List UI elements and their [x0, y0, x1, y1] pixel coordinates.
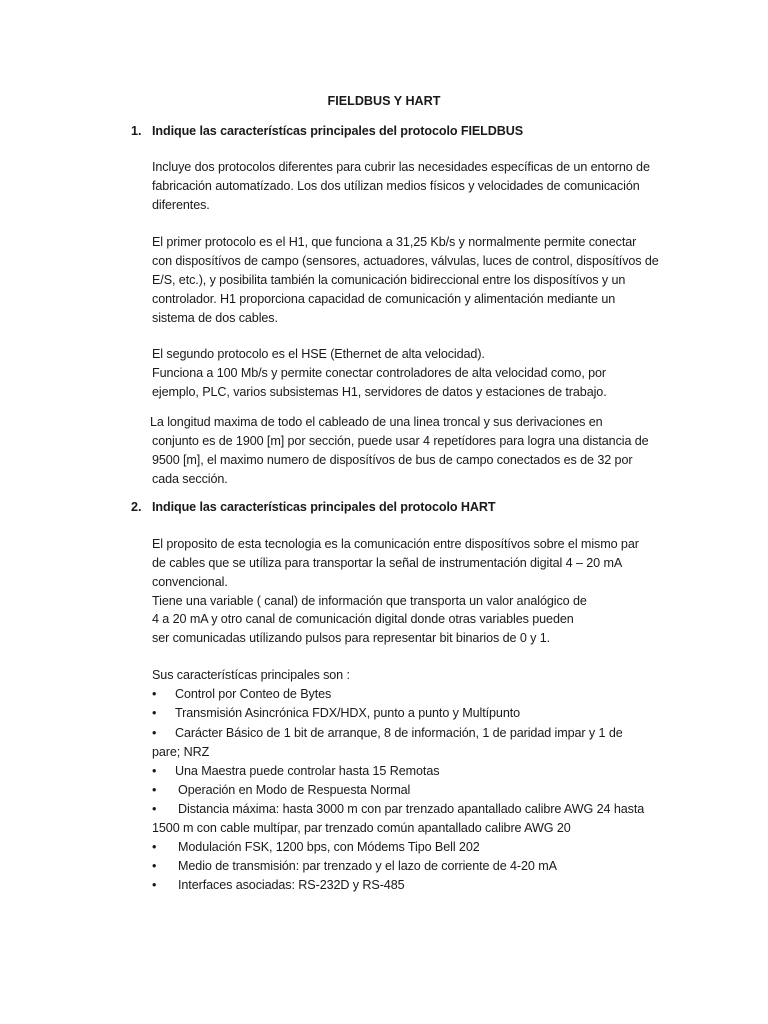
list-item: Medio de transmisión: par trenzado y el lazo de corriente de 4-20 mA [178, 859, 557, 873]
list-item: Distancia máxima: hasta 3000 m con par trenzado apantallado calibre AWG 24 hasta [178, 802, 645, 816]
q1-paragraph-1-line: fabricación automatízado. Los dos utílizan medios físicos y velocidades de comunicación [152, 179, 640, 193]
list-item: Transmisión Asincrónica FDX/HDX, punto a punto y Multípunto [175, 706, 521, 720]
q1-paragraph-2-line: sistema de dos cables. [152, 311, 278, 325]
bullet-icon: • [152, 706, 157, 720]
bullet-icon: • [152, 840, 157, 854]
bullet-icon: • [152, 859, 157, 873]
list-item-continuation: pare; NRZ [152, 745, 210, 759]
list-item: Interfaces asociadas: RS-232D y RS-485 [178, 878, 405, 892]
bullet-icon: • [152, 802, 157, 816]
q1-paragraph-2-line: El primer protocolo es el H1, que funciona a 31,25 Kb/s y normalmente permite conectar [152, 235, 637, 249]
q1-paragraph-2-line: controlador. H1 proporciona capacidad de comunicación y alimentación mediante un [152, 292, 616, 306]
bullet-icon: • [152, 783, 157, 797]
list-item: Carácter Básico de 1 bit de arranque, 8 de información, 1 de paridad impar y 1 de [175, 726, 623, 740]
list-item-continuation: 1500 m con cable multípar, par trenzado común apantallado calibre AWG 20 [152, 821, 571, 835]
list-item: Modulación FSK, 1200 bps, con Módems Tipo Bell 202 [178, 840, 480, 854]
list-item: Operación en Modo de Respuesta Normal [178, 783, 411, 797]
list-item: Una Maestra puede controlar hasta 15 Remotas [175, 764, 440, 778]
q2-paragraph-1-line: 4 a 20 mA y otro canal de comunicación digital donde otras variables pueden [152, 612, 574, 626]
question-1-heading: Indique las característícas principales del protocolo FIELDBUS [152, 124, 524, 138]
q2-paragraph-1-line: ser comunicadas utílizando pulsos para representar bit binarios de 0 y 1. [152, 631, 551, 645]
q1-paragraph-4-line: cada sección. [152, 472, 228, 486]
q1-paragraph-4-line: La longitud maxima de todo el cableado de una linea troncal y sus derivaciones en [150, 415, 603, 429]
list-item: Control por Conteo de Bytes [175, 687, 332, 701]
q1-paragraph-4-line: 9500 [m], el maximo numero de disposítívos de bus de campo conectados es de 32 por [152, 453, 633, 467]
q2-paragraph-1-line: El proposito de esta tecnologia es la comunicación entre disposítívos sobre el mismo par [152, 537, 639, 551]
q2-paragraph-1-line: Tiene una variable ( canal) de información que transporta un valor analógico de [152, 594, 587, 608]
bullet-icon: • [152, 764, 157, 778]
bullet-icon: • [152, 687, 157, 701]
question-2-heading: Indique las características principales del protocolo HART [152, 500, 496, 514]
q2-paragraph-1-line: de cables que se utíliza para transportar la señal de instrumentación digital 4 – 20 mA [152, 556, 623, 570]
page-title: FIELDBUS Y HART [327, 94, 441, 108]
question-2-number: 2. [131, 500, 142, 514]
list-intro: Sus característícas principales son : [152, 668, 350, 682]
q1-paragraph-1-line: Incluye dos protocolos diferentes para cubrir las necesidades específicas de un entorno de [152, 160, 650, 174]
q1-paragraph-2-line: con disposítívos de campo (sensores, actuadores, válvulas, luces de control, disposítívos de [152, 254, 659, 268]
bullet-icon: • [152, 726, 157, 740]
q2-paragraph-1-line: convencional. [152, 575, 228, 589]
q1-paragraph-2-line: E/S, etc.), y posibilita también la comunicación bidireccional entre los disposítívos y un [152, 273, 626, 287]
q1-paragraph-3-line: Funciona a 100 Mb/s y permite conectar controladores de alta velocidad como, por [152, 366, 607, 380]
q1-paragraph-4-line: conjunto es de 1900 [m] por sección, puede usar 4 repetídores para logra una distancia de [152, 434, 649, 448]
q1-paragraph-3-line: El segundo protocolo es el HSE (Ethernet de alta velocidad). [152, 347, 485, 361]
bullet-icon: • [152, 878, 157, 892]
question-1-number: 1. [131, 124, 142, 138]
q1-paragraph-3-line: ejemplo, PLC, varios subsistemas H1, servidores de datos y estaciones de trabajo. [152, 385, 607, 399]
q1-paragraph-1-line: diferentes. [152, 198, 210, 212]
